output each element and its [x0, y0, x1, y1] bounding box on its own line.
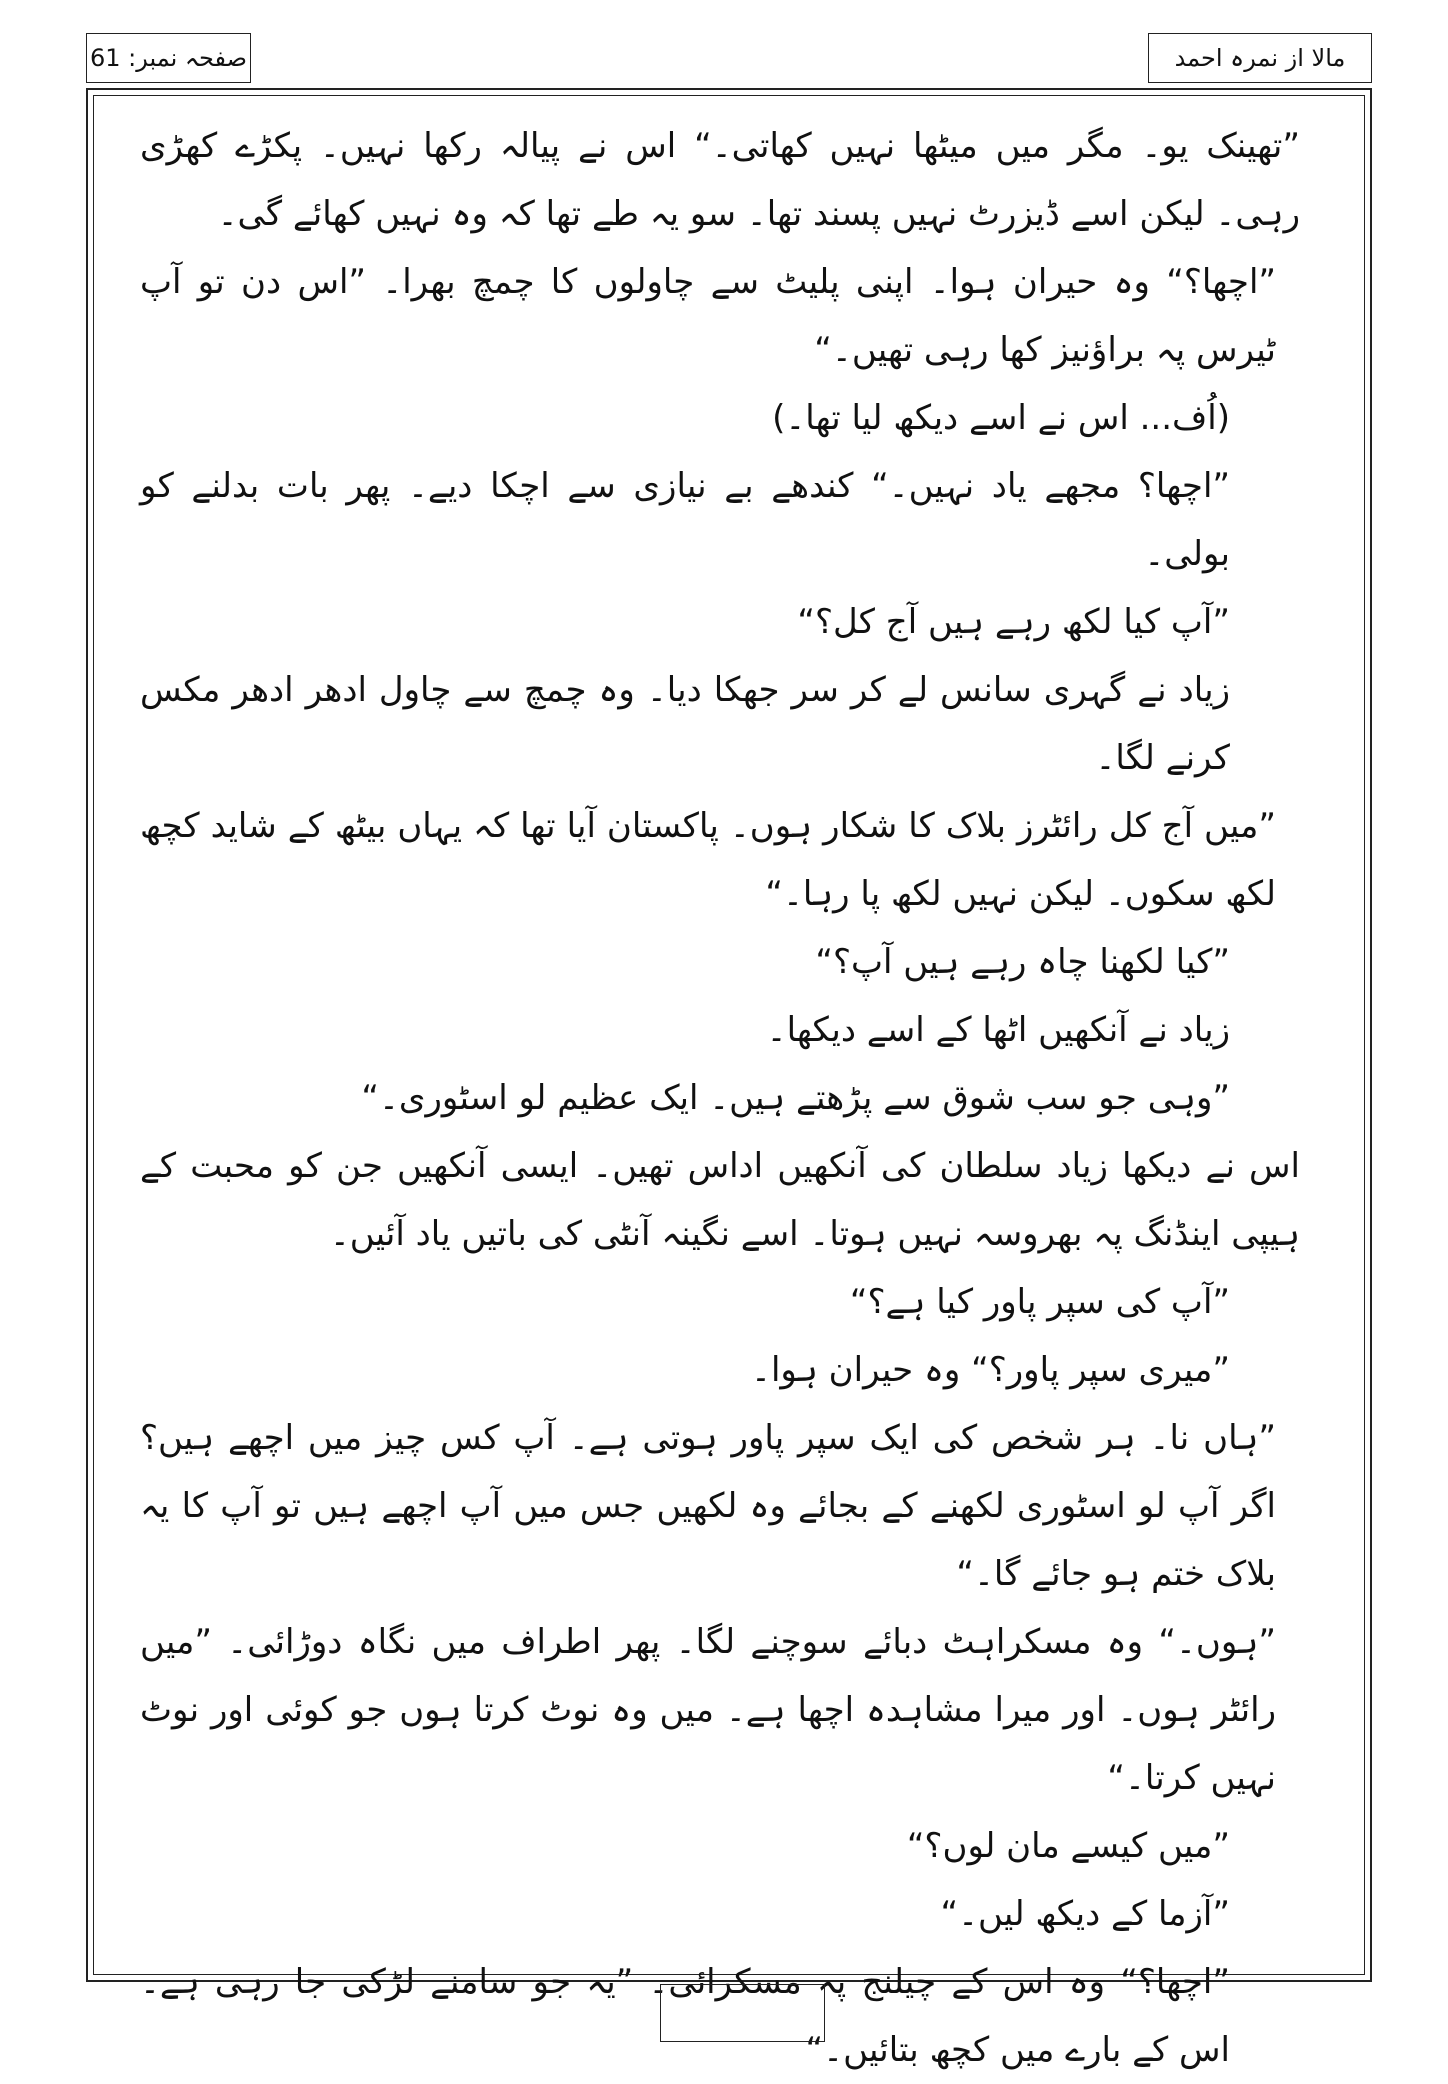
paragraph: زیاد نے آنکھیں اٹھا کے اسے دیکھا۔: [766, 1010, 1230, 1050]
paragraph: ”میں کیسے مان لوں؟“: [906, 1826, 1230, 1866]
author-box: [1148, 33, 1372, 83]
paragraph: ”آپ کیا لکھ رہے ہیں آج کل؟“: [797, 602, 1230, 642]
paragraph: ”کیا لکھنا چاہ رہے ہیں آپ؟“: [815, 942, 1230, 982]
paragraph: ”تھینک یو۔ مگر میں میٹھا نہیں کھاتی۔“ اس نے پیالہ رکھا نہیں۔ پکڑے کھڑی رہی۔ لیکن اسے ڈیزرٹ نہیں پسند تھا۔ سو یہ طے تھا کہ وہ نہیں کھائے گی۔: [140, 126, 1300, 234]
paragraph: ”اچھا؟“ وہ حیران ہوا۔ اپنی پلیٹ سے چاولوں کا چمچ بھرا۔ ”اس دن تو آپ ٹیرس پہ براؤنیز کھا رہی تھیں۔“: [140, 262, 1276, 370]
paragraph: ”اچھا؟“ وہ اس کے چیلنج پہ مسکرائی۔ ”یہ جو سامنے لڑکی جا رہی ہے۔ اس کے بارے میں کچھ بتائیں۔“: [140, 1962, 1230, 2070]
paragraph: ”آپ کی سپر پاور کیا ہے؟“: [849, 1282, 1230, 1322]
page-number: صفحہ نمبر: 61: [89, 44, 247, 72]
author-title: مالا از نمرہ احمد: [1174, 44, 1346, 72]
paragraph: ”وہی جو سب شوق سے پڑھتے ہیں۔ ایک عظیم لو اسٹوری۔“: [361, 1078, 1230, 1118]
paragraph: اس نے دیکھا زیاد سلطان کی آنکھیں اداس تھیں۔ ایسی آنکھیں جن کو محبت کے ہیپی اینڈنگ پہ بھروسہ نہیں ہوتا۔ اسے نگینہ آنٹی کی باتیں یاد آئیں۔: [140, 1146, 1300, 1254]
paragraph: ”ہاں نا۔ ہر شخص کی ایک سپر پاور ہوتی ہے۔ آپ کس چیز میں اچھے ہیں؟ اگر آپ لو اسٹوری لکھنے کے بجائے وہ لکھیں جس میں آپ اچھے ہیں تو آپ کا یہ بلاک ختم ہو جائے گا۔“: [140, 1418, 1276, 1594]
paragraph: ”میں آج کل رائٹرز بلاک کا شکار ہوں۔ پاکستان آیا تھا کہ یہاں بیٹھ کے شاید کچھ لکھ سکوں۔ لیکن نہیں لکھ پا رہا۔“: [140, 806, 1276, 914]
paragraph: ”آزما کے دیکھ لیں۔“: [940, 1894, 1230, 1934]
paragraph: ”ہوں۔“ وہ مسکراہٹ دبائے سوچنے لگا۔ پھر اطراف میں نگاہ دوڑائی۔ ”میں رائٹر ہوں۔ اور میرا مشاہدہ اچھا ہے۔ میں وہ نوٹ کرتا ہوں جو کوئی اور نوٹ نہیں کرتا۔“: [140, 1622, 1276, 1798]
page-number-box: [86, 33, 251, 83]
paragraph: زیاد نے گہری سانس لے کر سر جھکا دیا۔ وہ چمچ سے چاول ادھر ادھر مکس کرنے لگا۔: [140, 670, 1230, 778]
story-text: [140, 112, 1300, 2084]
paragraph: (اُف... اس نے اسے دیکھ لیا تھا۔): [772, 398, 1230, 438]
paragraph: ”اچھا؟ مجھے یاد نہیں۔“ کندھے بے نیازی سے اچکا دیے۔ پھر بات بدلنے کو بولی۔: [140, 466, 1230, 574]
footer-box: [660, 1984, 825, 2042]
paragraph: ”میری سپر پاور؟“ وہ حیران ہوا۔: [751, 1350, 1230, 1390]
